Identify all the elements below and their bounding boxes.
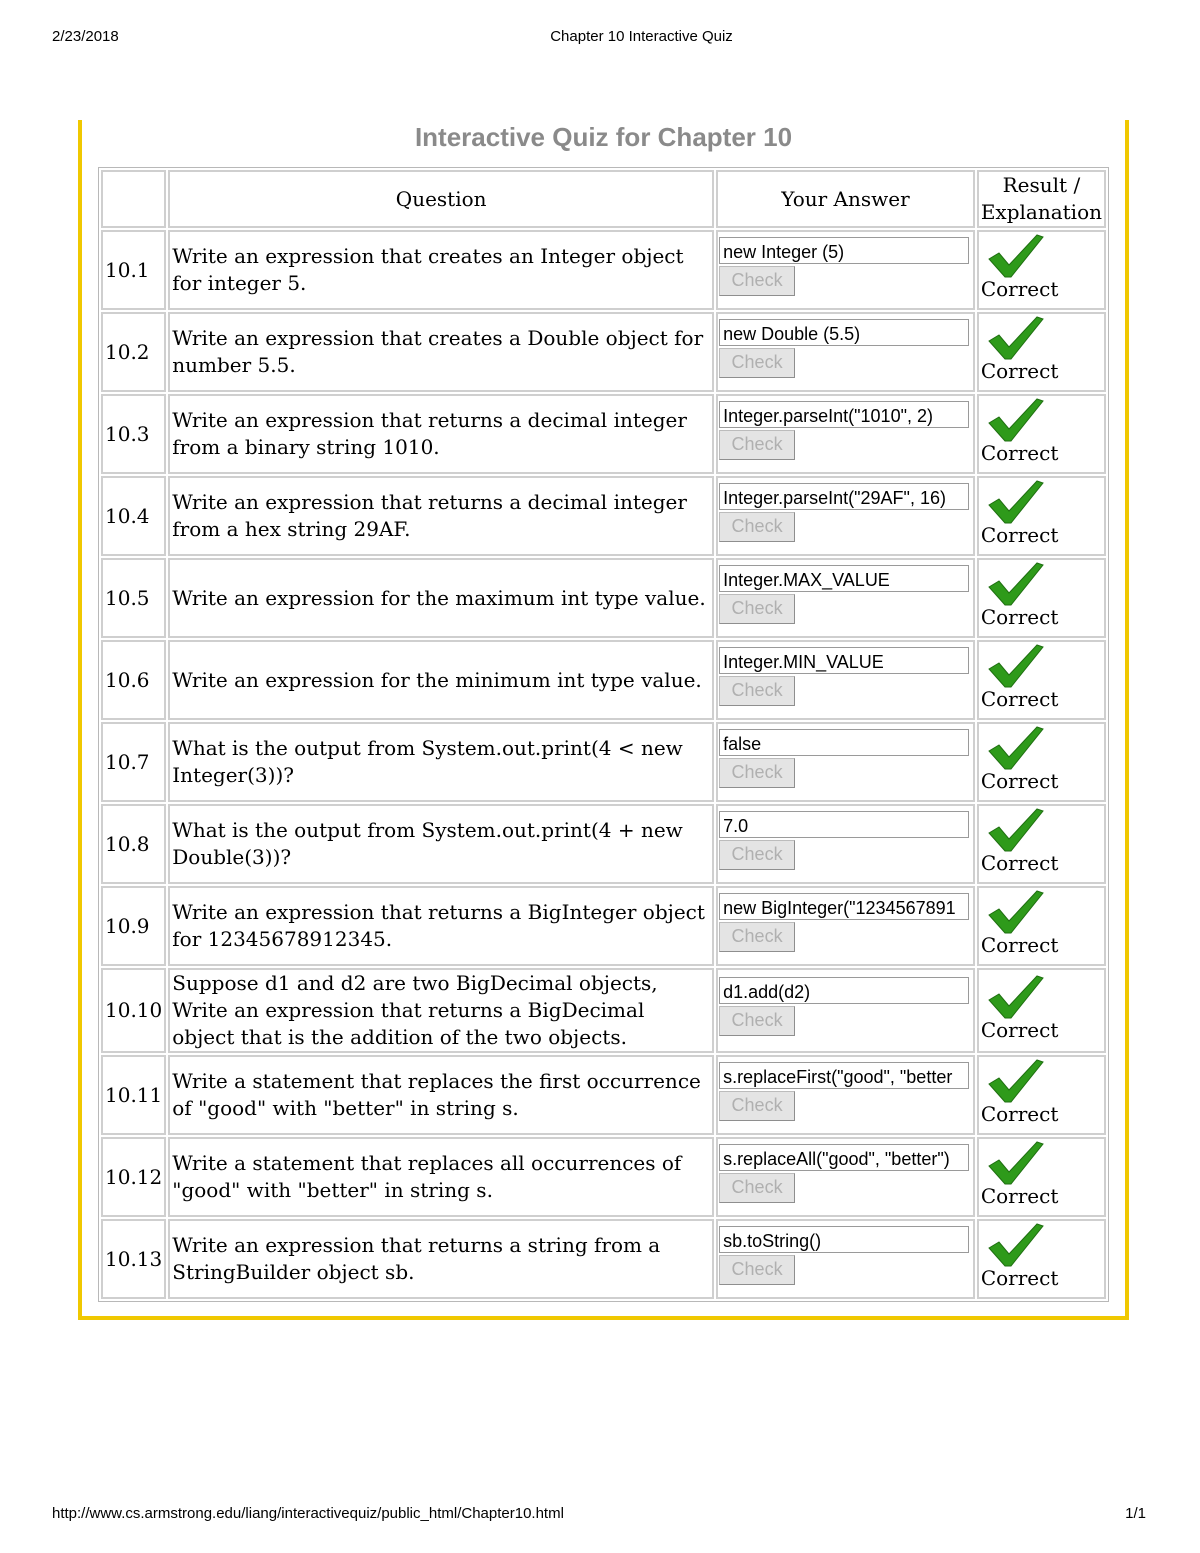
result-cell — [977, 804, 1106, 884]
result-text: Correct — [980, 687, 1059, 711]
checkmark-icon — [985, 233, 1045, 279]
result-text: Correct — [980, 523, 1059, 547]
answer-input[interactable]: s.replaceAll("good", "better") — [719, 1144, 969, 1171]
check-button[interactable]: Check — [719, 758, 795, 788]
answer-input[interactable]: Integer.MIN_VALUE — [719, 647, 969, 674]
checkmark-icon — [985, 1140, 1045, 1186]
check-button[interactable]: Check — [719, 1255, 795, 1285]
print-page-number: 1/1 — [1125, 1505, 1146, 1522]
header-result: Result / Explanation — [977, 170, 1106, 228]
question-number: 10.11 — [101, 1055, 166, 1135]
check-button[interactable]: Check — [719, 512, 795, 542]
table-row — [101, 1219, 1106, 1299]
table-row — [101, 558, 1106, 638]
print-url: http://www.cs.armstrong.edu/liang/interactivequiz/public_html/Chapter10.html — [52, 1505, 564, 1522]
check-button[interactable]: Check — [719, 922, 795, 952]
checkmark-icon — [985, 561, 1045, 607]
question-text: Write an expression that creates an Integer object for integer 5. — [168, 230, 714, 310]
check-button[interactable]: Check — [719, 430, 795, 460]
question-number: 10.8 — [101, 804, 166, 884]
question-number: 10.4 — [101, 476, 166, 556]
answer-cell — [716, 230, 975, 310]
print-footer — [0, 1505, 1200, 1527]
result-cell — [977, 230, 1106, 310]
table-row — [101, 1055, 1106, 1135]
answer-input[interactable]: s.replaceFirst("good", "better — [719, 1062, 969, 1089]
check-button[interactable]: Check — [719, 1006, 795, 1036]
quiz-title: Interactive Quiz for Chapter 10 — [414, 122, 793, 152]
question-text: Write an expression that returns a string from a StringBuilder object sb. — [168, 1219, 714, 1299]
answer-cell — [716, 558, 975, 638]
question-text: Write an expression that returns a decimal integer from a binary string 1010. — [168, 394, 714, 474]
result-cell — [977, 640, 1106, 720]
print-date: 2/23/2018 — [52, 28, 119, 45]
result-text: Correct — [980, 769, 1059, 793]
header-row — [101, 170, 1106, 228]
result-cell — [977, 394, 1106, 474]
answer-cell — [716, 476, 975, 556]
answer-input[interactable]: new BigInteger("1234567891 — [719, 893, 969, 920]
checkmark-icon — [985, 889, 1045, 935]
question-text: Write an expression that returns a BigInteger object for 12345678912345. — [168, 886, 714, 966]
result-cell — [977, 722, 1106, 802]
question-number: 10.7 — [101, 722, 166, 802]
question-number: 10.12 — [101, 1137, 166, 1217]
checkmark-icon — [985, 1222, 1045, 1268]
quiz-frame — [78, 120, 1129, 1320]
answer-input[interactable]: Integer.parseInt("29AF", 16) — [719, 483, 969, 510]
result-cell — [977, 1137, 1106, 1217]
answer-input[interactable]: false — [719, 729, 969, 756]
answer-cell — [716, 640, 975, 720]
check-button[interactable]: Check — [719, 676, 795, 706]
table-row — [101, 1137, 1106, 1217]
question-number: 10.2 — [101, 312, 166, 392]
result-text: Correct — [980, 1017, 1059, 1042]
question-text: Write an expression that creates a Double object for number 5.5. — [168, 312, 714, 392]
check-button[interactable]: Check — [719, 840, 795, 870]
answer-cell — [716, 1137, 975, 1217]
answer-cell — [716, 722, 975, 802]
checkmark-icon — [985, 807, 1045, 853]
question-number: 10.9 — [101, 886, 166, 966]
result-text: Correct — [980, 1102, 1059, 1126]
checkmark-icon — [985, 479, 1045, 525]
answer-input[interactable]: sb.toString() — [719, 1226, 969, 1253]
table-row — [101, 886, 1106, 966]
table-row — [101, 230, 1106, 310]
question-number: 10.13 — [101, 1219, 166, 1299]
question-text: Write a statement that replaces all occurrences of "good" with "better" in string s. — [168, 1137, 714, 1217]
print-header — [0, 28, 1200, 50]
table-row — [101, 476, 1106, 556]
answer-input[interactable]: d1.add(d2) — [719, 977, 969, 1004]
answer-cell — [716, 312, 975, 392]
question-number: 10.1 — [101, 230, 166, 310]
result-text: Correct — [980, 851, 1059, 875]
checkmark-icon — [985, 974, 1045, 1020]
result-cell — [977, 1055, 1106, 1135]
print-title: Chapter 10 Interactive Quiz — [550, 28, 733, 45]
answer-input[interactable]: Integer.MAX_VALUE — [719, 565, 969, 592]
header-number — [101, 170, 166, 228]
checkmark-icon — [985, 315, 1045, 361]
answer-cell — [716, 804, 975, 884]
checkmark-icon — [985, 397, 1045, 443]
result-text: Correct — [980, 441, 1059, 465]
result-text: Correct — [980, 1184, 1059, 1208]
result-cell — [977, 1219, 1106, 1299]
table-row — [101, 804, 1106, 884]
result-cell — [977, 312, 1106, 392]
question-text: What is the output from System.out.print(4 + new Double(3))? — [168, 804, 714, 884]
question-text: Write an expression for the minimum int type value. — [168, 640, 714, 720]
result-cell — [977, 968, 1106, 1053]
answer-cell — [716, 1219, 975, 1299]
quiz-body — [101, 230, 1106, 1299]
question-text: Write an expression for the maximum int type value. — [168, 558, 714, 638]
check-button[interactable]: Check — [719, 266, 795, 296]
answer-cell — [716, 1055, 975, 1135]
question-number: 10.5 — [101, 558, 166, 638]
answer-cell — [716, 394, 975, 474]
question-text: Write an expression that returns a decimal integer from a hex string 29AF. — [168, 476, 714, 556]
answer-input[interactable]: new Integer (5) — [719, 237, 969, 264]
result-cell — [977, 886, 1106, 966]
answer-cell — [716, 968, 975, 1053]
result-text: Correct — [980, 605, 1059, 629]
answer-input[interactable]: 7.0 — [719, 811, 969, 838]
question-number: 10.6 — [101, 640, 166, 720]
question-text: Write a statement that replaces the first occurrence of "good" with "better" in string s. — [168, 1055, 714, 1135]
header-question: Question — [168, 170, 714, 228]
check-button[interactable]: Check — [719, 594, 795, 624]
quiz-table — [98, 167, 1109, 1302]
table-row — [101, 968, 1106, 1053]
answer-input[interactable]: Integer.parseInt("1010", 2) — [719, 401, 969, 428]
checkmark-icon — [985, 725, 1045, 771]
question-text: Suppose d1 and d2 are two BigDecimal objects, Write an expression that returns a BigDecimal object that is the addition of the two objects. — [168, 968, 714, 1053]
result-cell — [977, 558, 1106, 638]
table-row — [101, 394, 1106, 474]
result-cell — [977, 476, 1106, 556]
question-text: What is the output from System.out.print(4 < new Integer(3))? — [168, 722, 714, 802]
check-button[interactable]: Check — [719, 348, 795, 378]
check-button[interactable]: Check — [719, 1173, 795, 1203]
result-text: Correct — [980, 933, 1059, 957]
result-text: Correct — [980, 277, 1059, 301]
result-text: Correct — [980, 1266, 1059, 1290]
question-number: 10.3 — [101, 394, 166, 474]
table-row — [101, 722, 1106, 802]
table-row — [101, 312, 1106, 392]
question-number: 10.10 — [101, 968, 166, 1053]
header-answer: Your Answer — [716, 170, 975, 228]
check-button[interactable]: Check — [719, 1091, 795, 1121]
table-row — [101, 640, 1106, 720]
checkmark-icon — [985, 643, 1045, 689]
answer-cell — [716, 886, 975, 966]
result-text: Correct — [980, 359, 1059, 383]
answer-input[interactable]: new Double (5.5) — [719, 319, 969, 346]
checkmark-icon — [985, 1058, 1045, 1104]
